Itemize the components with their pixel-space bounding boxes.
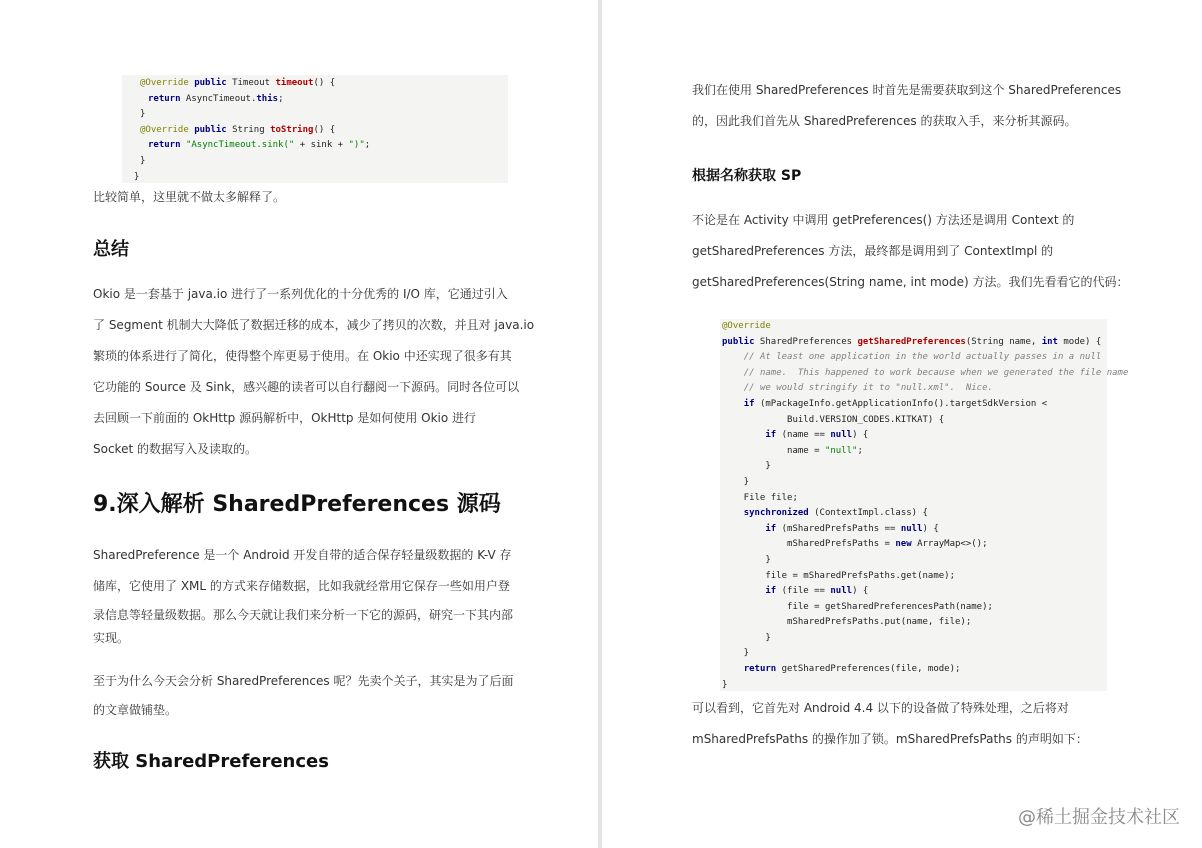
text-line: 录信息等轻量级数据。那么今天就让我们来分析一下它的源码，研究一下其内部 (93, 608, 514, 622)
code-block (122, 75, 508, 183)
intro-paragraph (692, 75, 1121, 137)
code-content: @Override public Timeout timeout() { return AsyncTimeout.this; } @Override public String toString() { return "AsyncTimeout.sink(" + sink + ")"; } } (134, 78, 371, 182)
text-line: 了 Segment 机制大大降低了数据迁移的成本，减少了拷贝的次数，并且对 java.io (93, 318, 535, 332)
why-paragraph (93, 666, 513, 723)
left-page (0, 0, 598, 848)
text-line: getSharedPreferences(String name, int mode) 方法。我们先看看它的代码： (692, 275, 1129, 289)
text-line: SharedPreference 是一个 Android 开发自带的适合保存轻量级数据的 K-V 存 (93, 548, 512, 562)
text-line: 至于为什么今天会分析 SharedPreferences 呢？先卖个关子，其实是为了后面 (93, 674, 514, 688)
paragraph: 比较简单，这里就不做太多解释了。 (93, 190, 286, 204)
text-line: 的文章做铺垫。 (93, 703, 178, 717)
text-line: 去回顾一下前面的 OkHttp 源码解析中，OkHttp 是如何使用 Okio 进行 (93, 411, 477, 425)
right-page (602, 0, 1202, 848)
text-line: mSharedPrefsPaths 的操作加了锁。mSharedPrefsPaths 的声明如下： (692, 732, 1088, 746)
text-line: getSharedPreferences 方法，最终都是调用到了 ContextImpl 的 (692, 244, 1054, 258)
text-line: 可以看到，它首先对 Android 4.4 以下的设备做了特殊处理，之后将对 (692, 701, 1069, 715)
text-line: Okio 是一套基于 java.io 进行了一系列优化的十分优秀的 I/O 库，它通过引入 (93, 287, 508, 301)
text-line: 它功能的 Source 及 Sink，感兴趣的读者可以自行翻阅一下源码。同时各位可以 (93, 380, 520, 394)
text-line: 我们在使用 SharedPreferences 时首先是需要获取到这个 SharedPreferences (692, 83, 1122, 97)
after-paragraph (692, 693, 1088, 755)
desc-paragraph (692, 205, 1128, 298)
section-heading: 根据名称获取 SP (692, 168, 802, 184)
code-content: @Override public SharedPreferences getSharedPreferences(String name, int mode) { // At least one application in the world actually passes in a null // name. This happened to work because when we generated the file name // we would stringify it to "null.xml". Nice. if (mPackageInfo.getApplicationInfo().targetSdkVersion < Build.VERSION_CODES.KITKAT) { if (name == null) { name = "null"; } } File file; synchronized (ContextImpl.class) { if (mSharedPrefsPaths == null) { mSharedPrefsPaths = new ArrayMap<>(); } file = mSharedPrefsPaths.get(name); if (file == null) { file = getSharedPreferencesPath(name); mSharedPrefsPaths.put(name, file); } } return getSharedPreferences(file, mode); } (722, 321, 1129, 690)
text-line: 储库，它使用了 XML 的方式来存储数据，比如我就经常用它保存一些如用户登 (93, 579, 510, 593)
text-line: 繁琐的体系进行了简化，使得整个库更易于使用。在 Okio 中还实现了很多有其 (93, 349, 512, 363)
section-heading: 获取 SharedPreferences (93, 751, 329, 772)
summary-paragraph (93, 279, 534, 465)
chapter-heading: 9.深入解析 SharedPreferences 源码 (93, 492, 501, 517)
code-block (720, 319, 1129, 691)
text-line: 不论是在 Activity 中调用 getPreferences() 方法还是调用 Context 的 (692, 213, 1075, 227)
text-line: Socket 的数据写入及读取的。 (93, 442, 257, 456)
text-line: 的，因此我们首先从 SharedPreferences 的获取入手，来分析其源码。 (692, 114, 1077, 128)
text-line: 实现。 (93, 631, 130, 645)
section-heading: 总结 (93, 239, 129, 260)
intro-paragraph (93, 540, 513, 648)
watermark: @稀土掘金技术社区 (1018, 807, 1180, 828)
